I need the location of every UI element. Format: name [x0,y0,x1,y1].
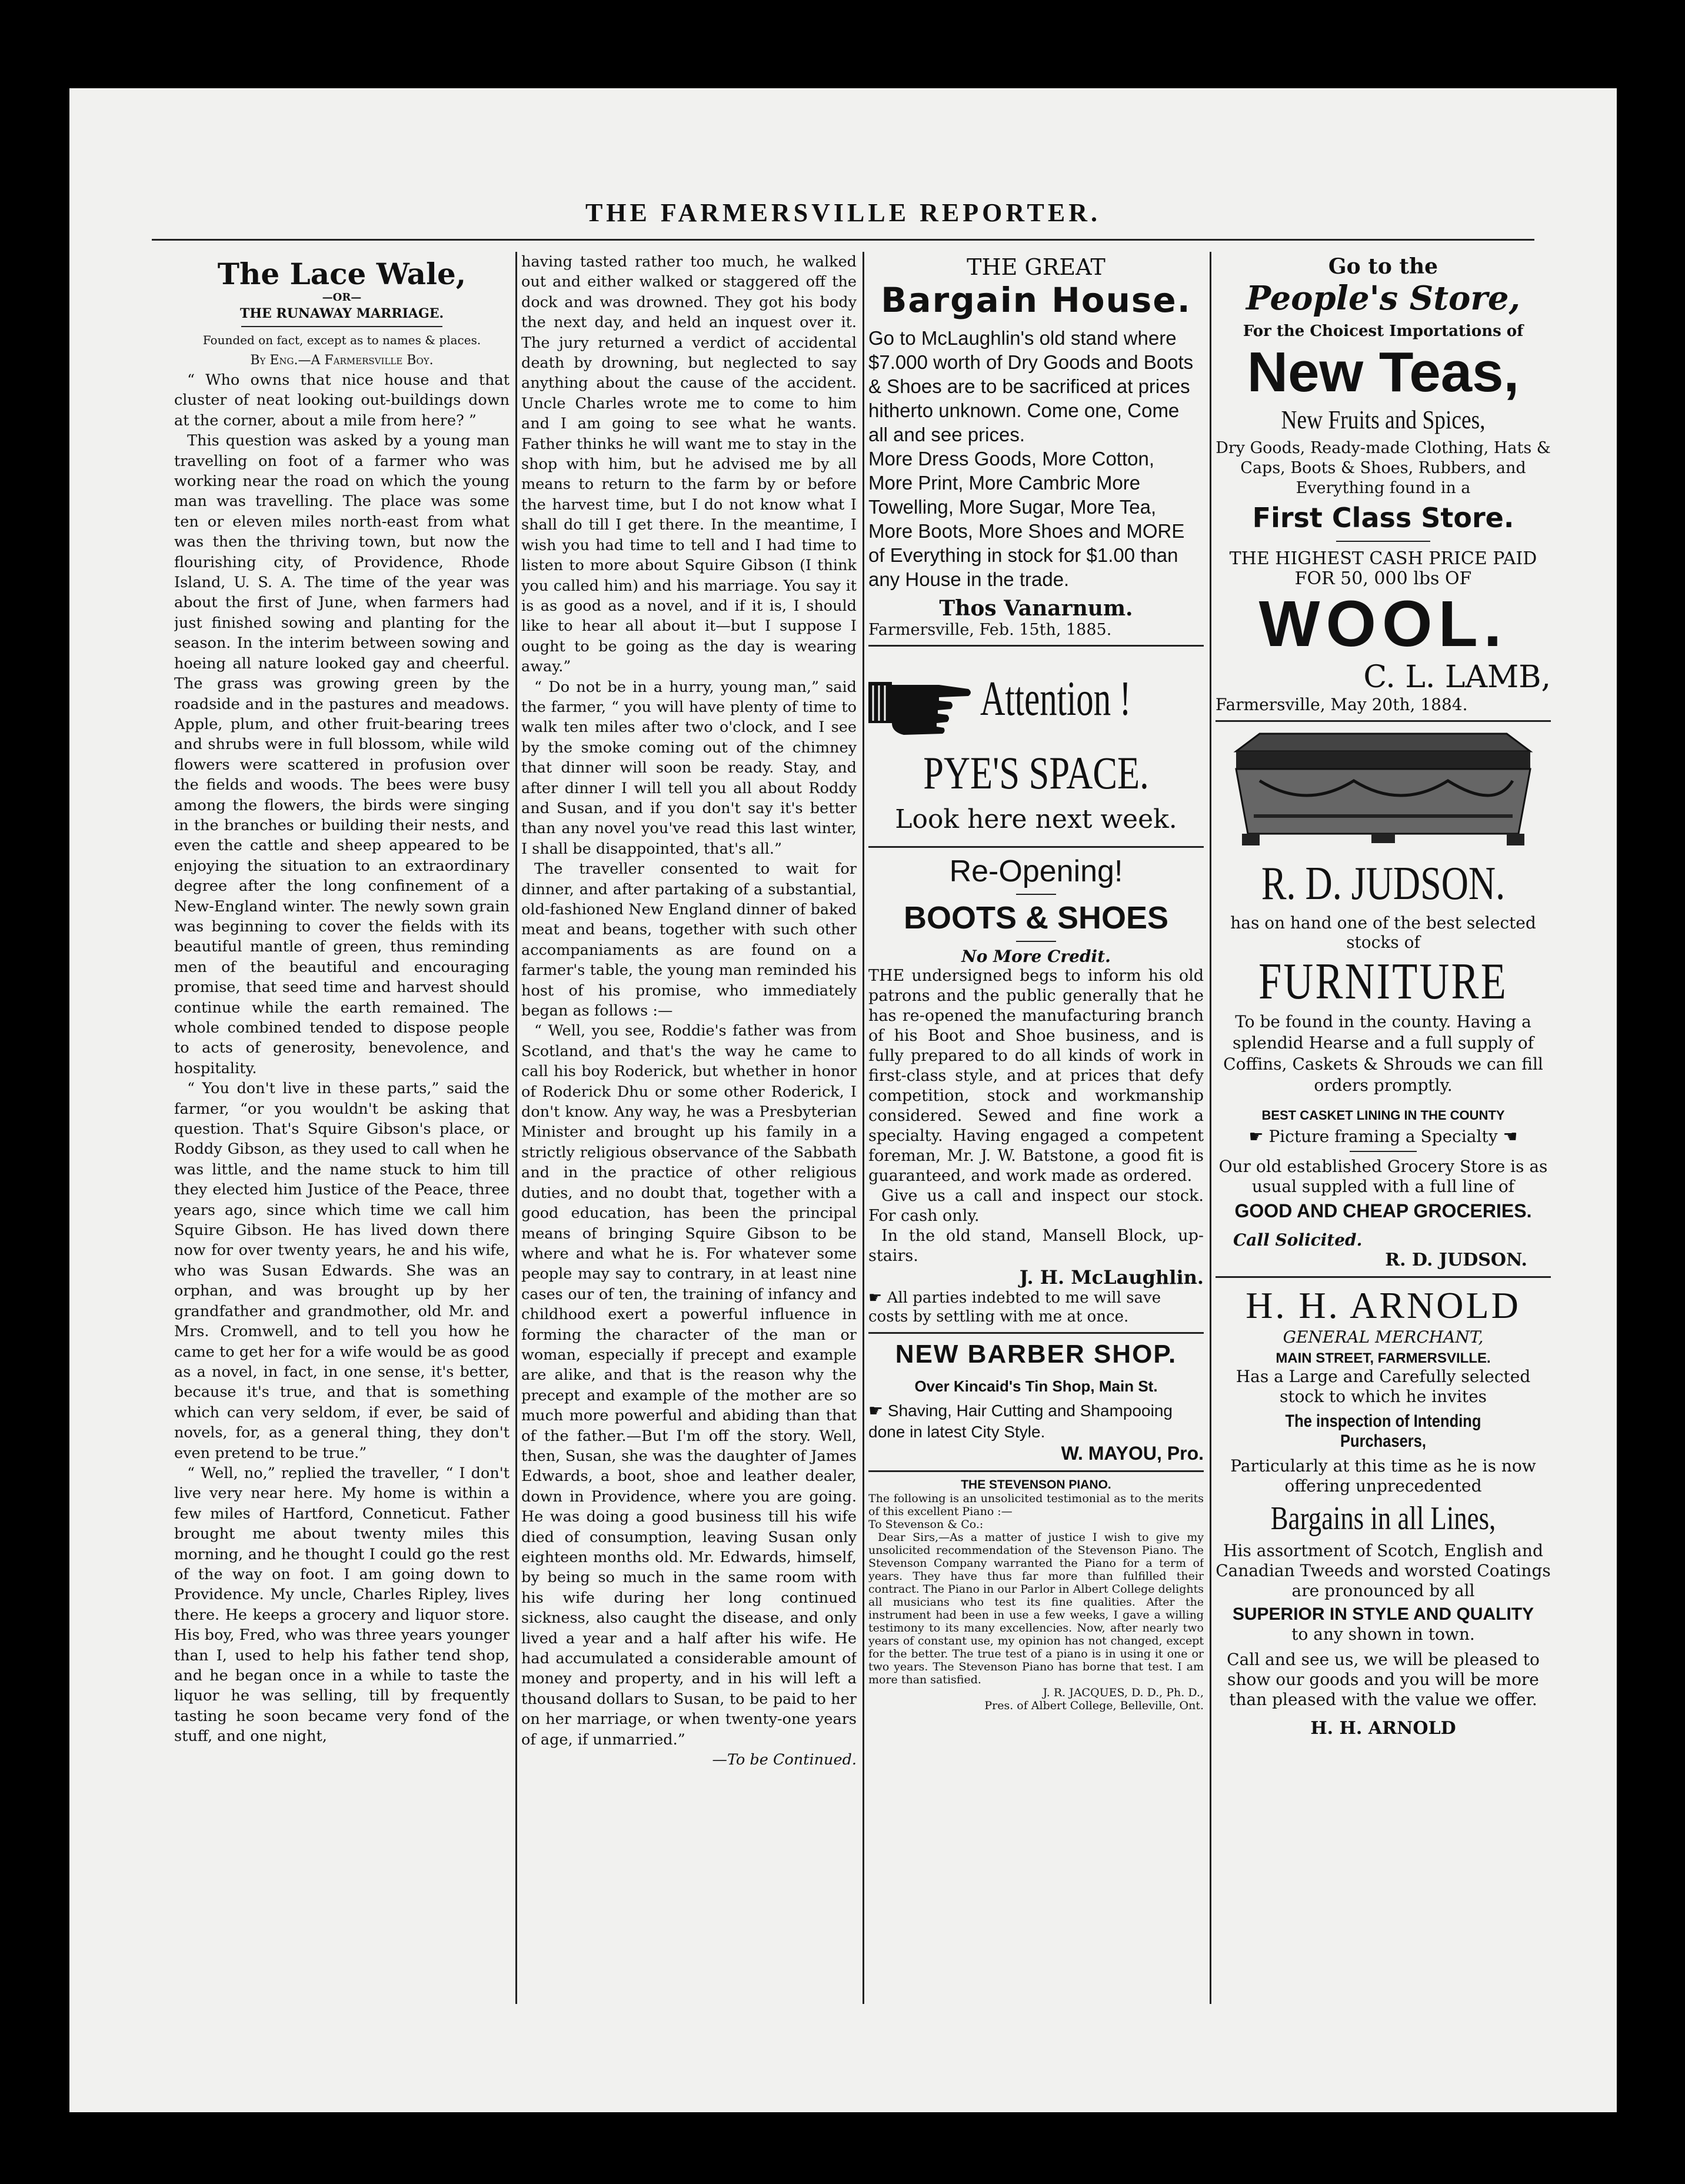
pointing-hand-icon [868,664,974,741]
ads-column-3 [868,252,1204,2004]
divider [1350,1151,1417,1152]
boots-paragraph: Give us a call and inspect our stock. For cash only. [868,1187,1204,1225]
peoples-for: For the Choicest Importations of [1243,322,1524,340]
arnold-role: GENERAL MERCHANT, [1283,1327,1484,1347]
peoples-first: First Class Store. [1252,502,1514,534]
story-paragraph: “ Do not be in a hurry, young man,” said the farmer, “ you will have plenty of time to walk ten miles after two o'clock, and I see by the smoke coming out of the chimney that dinner will soon be ready. Stay, and after dinner I will tell you all about Roddy and Susan, and if you don't say it's better than any novel you've read this last winter, I shall be disappointed, that's all.” [521,678,857,858]
bargain-kicker: THE GREAT [967,254,1105,280]
boots-notice-text: All parties indebted to me will save costs by settling with me at once. [868,1289,1161,1326]
divider [868,846,1204,848]
wool-dateline: Farmersville, May 20th, 1884. [1216,695,1468,714]
attention-block [868,658,1204,747]
divider [1216,1276,1551,1278]
story-paragraph: “ Who owns that nice house and that cluster of neat looking out-buildings down at the corner, about a mile from here? ” [174,371,510,430]
boots-signer: J. H. McLaughlin. [1019,1266,1204,1289]
judson-name: R. D. JUDSON. [1261,858,1506,910]
piano-to: To Stevenson & Co.: [868,1518,984,1531]
pointing-hand-left-icon: ☚ [1503,1127,1518,1146]
judson-signer: R. D. JUDSON. [1385,1250,1527,1270]
barber-title: NEW BARBER SHOP. [895,1340,1177,1369]
story-column-1 [174,252,510,2004]
bargain-title: Bargain House. [881,280,1191,320]
arnold-call: Call and see us, we will be pleased to show our goods and you will be more than pleased with the value we offer. [1227,1650,1540,1709]
bargain-dateline: Farmersville, Feb. 15th, 1885. [868,621,1112,639]
barber-location: Over Kincaid's Tin Shop, Main St. [914,1377,1158,1395]
story-paragraph: “ Well, you see, Roddie's father was from Scotland, and that's the way he came to call his boy Roderick, but whether in honor of Roderick Dhu or some other Roderick, I don't know. Any way, he was a Presbyterian Minister and brought up his family in a strictly religious observance of the Sabbath and in the practice of other religious duties, and no doubt that, together with a good education, has been the principal means of bringing Squire Gibson to be where and what he is. For whatever some people may say to contrary, in at least nine cases our of ten, the training of infancy and childhood exert a powerful influence in forming the character of the man or woman, especially if precept and example are alike, and that is the reason why the precept and example of the mother are so much more powerful and abiding than that of the father.—But I'm off the story. Well, then, Susan, she was the daughter of James Edwards, a boot, shoe and leather dealer, down in Providence, where you are going. He was doing a good business till his wife died of consumption, leaving Susan only eighteen months old. Mr. Edwards, himself, by being so much in the same room with his wife during her long continued sickness, also caught the disease, and only lived a year and a half after his wife. He had accumulated a considerable amount of money and property, and in his will left a thousand dollars to Susan, to be paid to her on her marriage, or when twenty-one years of age, if unmarried.” [521,1022,857,1749]
barber-signer: W. MAYOU, Pro. [1061,1443,1204,1464]
bargain-more: More Dress Goods, More Cotton, More Print, More Cambric More Towelling, More Sugar, More Tea, More Boots, More Shoes and MORE of Everything in stock for $1.00 than any House in the trade. [868,448,1185,590]
boots-body [868,966,1204,1266]
arnold-bargains: Bargains in all Lines, [1270,1500,1496,1537]
judson-call: Call Solicited. [1233,1230,1363,1250]
story-title: The Lace Wale, [217,257,467,291]
peoples-body: Dry Goods, Ready-made Clothing, Hats & Caps, Boots & Shoes, Rubbers, and Everything found in a [1216,439,1551,497]
boots-notice [868,1289,1204,1326]
arnold-superior: SUPERIOR IN STYLE AND QUALITY [1232,1604,1534,1624]
judson-has: has on hand one of the best selected [1230,913,1536,933]
to-be-continued: —To be Continued. [712,1751,857,1769]
arnold-body: Has a Large and Carefully selected stock to which he invites [1236,1367,1531,1406]
arnold-tweeds: His assortment of Scotch, English and Canadian Tweeds and worsted Coatings are pronounced by all [1216,1541,1551,1600]
judson-picture-text: Picture framing a Specialty [1268,1127,1498,1146]
reopening-title: Re-Opening! [949,854,1123,888]
piano-signer-title: Pres. of Albert College, Belleville, Ont. [984,1699,1204,1712]
divider [868,1470,1204,1472]
divider [1016,894,1056,895]
wool-name: C. L. LAMB, [1363,660,1551,695]
column-rule [863,252,864,2004]
divider [868,645,1204,647]
judson-lining: BEST CASKET LINING IN THE COUNTY [1261,1108,1505,1123]
boots-paragraph: In the old stand, Mansell Block, up-stairs. [868,1227,1204,1265]
boots-title: BOOTS & SHOES [903,900,1169,935]
attention-text: Attention ! [980,671,1131,726]
peoples-store: People's Store, [1246,279,1521,318]
pye-sub: Look here next week. [895,804,1177,834]
story-body-col1 [174,370,510,1747]
judson-grocery: Our old established Grocery Store is as usual suppled with a full line of [1218,1157,1548,1196]
bargain-signer: Thos Vanarnum. [939,596,1133,621]
barber-services [868,1400,1204,1443]
arnold-offering: Particularly at this time as he is now offering unprecedented [1230,1456,1536,1496]
arnold-inspection: The inspection of Intending Purchasers, [1285,1411,1481,1451]
piano-title: THE STEVENSON PIANO. [961,1478,1111,1491]
story-paragraph: “ You don't live in these parts,” said the farmer, “or you wouldn't be asking that question. That's Squire Gibson's place, or Roddy Gibson, as they used to call when he was little, and the name stuck to him till they elected him Justice of the Peace, three years ago, since which time we call him Squire Gibson. He has lived down there now for over twenty years, he and his wife, who was Susan Edwards. She was an orphan, and was brought up by her grandfather and grandmother, old Mr. and Mrs. Cromwell, and to tell you how he came to get her for a wife would be as good as a novel, in fact, in one sense, it's better, because it's true, and that is something which can very seldom, if ever, be said of novels, for, as a general thing, they don't even pretend to be true.” [174,1080,510,1462]
column-rule [1210,252,1211,2004]
judson-stocks: stocks of [1346,933,1420,952]
story-byline: By Eng.—A Farmersville Boy. [250,353,434,368]
judson-groceries: GOOD AND CHEAP GROCERIES. [1234,1200,1532,1221]
pye-title: PYE'S SPACE. [923,747,1149,798]
story-column-2 [521,252,857,2004]
ads-column-4 [1216,252,1551,2004]
pointing-hand-icon: ☛ [868,1401,884,1420]
story-paragraph: having tasted rather too much, he walked out and either walked or staggered off the dock and was drowned. They got his body the next day, and held an inquest over it. The jury returned a verdict of accidental death by drowning, but neglected to say anything about the cause of the accident. Uncle Charles wrote me to come to him and I am going to see what he wants. Father thinks he will want me to stay in the shop with him, but he advised me by all means to return to the farm by or before the harvest time, but I do not know what I shall do till I get there. In the meantime, I wish you had time to tell and I had time to listen to more about Squire Gibson (I think you called him) and his marriage. You say it is as good as a novel, and if it is, I should like to hear all about it—but I suppose I ought to be going as the day is wearing away.” [521,253,857,676]
story-paragraph: The traveller consented to wait for dinner, and after partaking of a substantial, old-fashioned New England dinner of baked meat and beans, together with such other accompaniaments as are found on a farmer's table, the young man reminded his host of his promise, who immediately began as follows :— [521,860,857,1020]
arnold-street: MAIN STREET, FARMERSVILLE. [1276,1350,1491,1366]
piano-signer: J. R. JACQUES, D. D., Ph. D., [1043,1686,1204,1699]
story-paragraph: “ Well, no,” replied the traveller, “ I don't live very near here. My home is within a few miles of Hartford, Conneticut. Father brought me about twenty miles this morning, and he thought I could go the rest of the way on foot. I am going down to Providence. My uncle, Charles Ripley, lives there. He keeps a grocery and liquor store. His boy, Fred, who was three years younger than I, used to help his father tend shop, and he began once in a while to taste the liquor he was selling, till by frequently tasting he soon became very fond of the stuff, and one night, [174,1464,510,1746]
judson-picture [1216,1127,1551,1146]
no-credit: No More Credit. [961,947,1111,966]
divider [1016,941,1056,942]
story-note: Founded on fact, except as to names & places. [202,333,481,347]
divider [241,326,442,327]
arnold-name: H. H. ARNOLD [1246,1284,1521,1326]
judson-body: To be found in the county. Having a splendid Hearse and a full supply of Coffins, Caskets & Shrouds we can fill orders promptly. [1223,1012,1543,1095]
story-body-col2 [521,252,857,1770]
piano-intro: The following is an unsolicited testimonial as to the merits of this excellent Piano :— [868,1492,1204,1518]
newspaper-page [69,88,1617,2112]
casket-icon [1224,728,1542,851]
boots-paragraph: THE undersigned begs to inform his old patrons and the public generally that he has re-opened the manufacturing branch of his Boot and Shoe business, and is fully prepared to do all kinds of work in first-class style, and at prices that defy competition, stock and workmanship considered. Sewed and fine work a specialty. Having engaged a competent foreman, Mr. J. W. Batstone, a good fit is guaranteed, and work made as ordered. [868,967,1204,1185]
bargain-body: Go to McLaughlin's old stand where $7.000 worth of Dry Goods and Boots & Shoes are to be sacrificed at prices hitherto unknown. Come one, Come all and see prices. [868,327,1194,445]
pointing-hand-icon: ☛ [1248,1127,1264,1146]
peoples-goto: Go to the [1328,254,1438,279]
story-subtitle: THE RUNAWAY MARRIAGE. [239,306,444,321]
peoples-fruits: New Fruits and Spices, [1281,405,1486,434]
judson-furniture: FURNITURE [1258,953,1508,1010]
column-rule [515,252,517,2004]
divider [868,1332,1204,1334]
divider [1336,541,1430,542]
pointing-hand-icon: ☛ [868,1289,883,1307]
peoples-teas: New Teas, [1247,341,1520,404]
piano-body: Dear Sirs,—As a matter of justice I wish to give my unsolicited recommendation of the Stevenson Piano. The Stevenson Company warranted the Piano for a term of years. They have thus far more than fulfilled their contract. The Piano in our Parlor in Albert College delights all musicians who test its fine qualities. After the instrument had been in use a few weeks, I gave a willing testimony to its many excellencies. Now, after nearly two years of constant use, my opinion has not changed, except for the better. The true test of a piano is in using it one or two years. The Stevenson Piano has borne that test. I am more than satisfied. [868,1531,1204,1686]
story-or: —OR— [322,291,362,304]
arnold-town: to any shown in town. [1291,1624,1475,1644]
story-paragraph: This question was asked by a young man travelling on foot of a farmer who was working near the road on which the young man was travelling. The place was some ten or eleven miles north-east from what was then the thriving town, but now the flourishing city, of Providence, Rhode Island, U. S. A. The time of the year was about the first of June, when farmers had just finished sowing and planting for the season. In the interim between sowing and hoeing all nature looked gay and cheerful. The grass was growing green by the roadside and in the pastures and meadows. Apple, plum, and other fruit-bearing trees and shrubs were in full blossom, while wild flowers were scattered in profusion over the fields and woods. The bees were busy among the flowers, the birds were singing in the branches or building their nests, and even the cattle and sheep appeared to be enjoying the situation to an extraordinary degree after the long confinement of a New-England winter. The newly sown grain was beginning to cover the fields with its beautiful mantle of green, thus reminding men of the beautiful and encouraging promise, that seed time and harvest should continue while the earth remained. The whole combined tended to dispose people to acts of generosity, benevolence, and hospitality. [174,432,510,1077]
arnold-signer: H. H. ARNOLD [1310,1718,1456,1739]
masthead-rule [152,239,1534,241]
masthead: THE FARMERSVILLE REPORTER. [585,198,1101,227]
divider [1216,720,1551,722]
wool-word: WOOL. [1258,588,1508,660]
barber-services-text: Shaving, Hair Cutting and Shampooing done in latest City Style. [868,1401,1173,1441]
wool-price: THE HIGHEST CASH PRICE PAID FOR 50, 000 lbs OF [1229,548,1537,589]
